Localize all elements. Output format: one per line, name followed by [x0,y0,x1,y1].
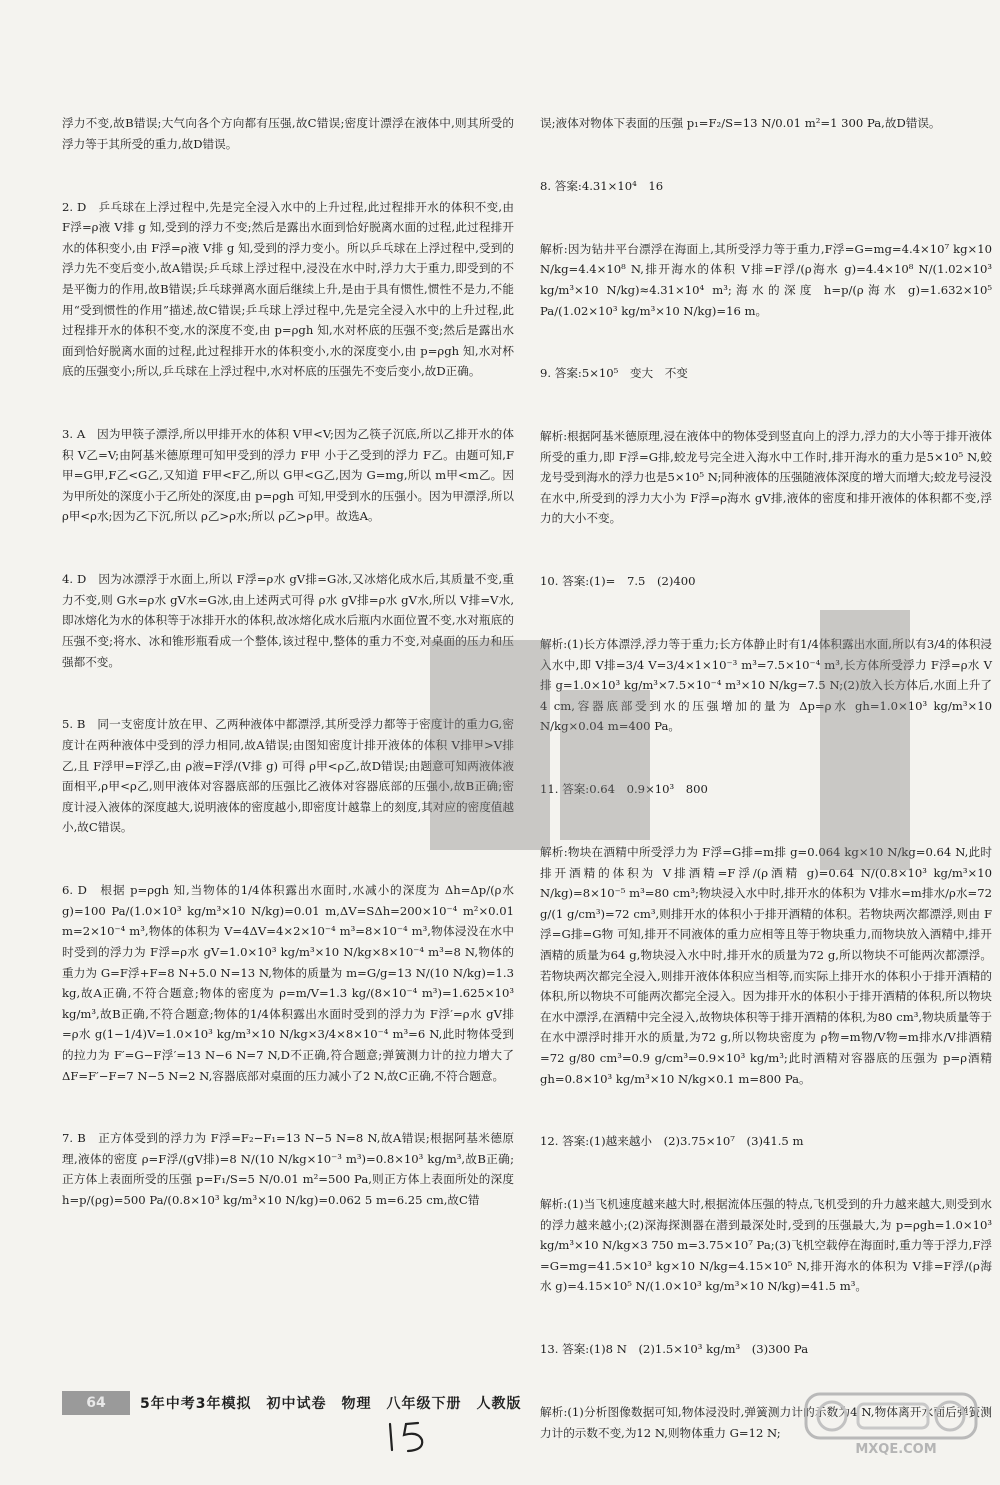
paragraph: 3. A 因为甲筷子漂浮,所以甲排开水的体积 V甲<V;因为乙筷子沉底,所以乙排开水的体积 V乙=V;由阿基米德原理可知甲受到的浮力 F甲 小于乙受到的浮力 F乙。由题可知,F甲=G甲,F乙<G乙,又知道 F甲<F乙,所以 G甲<G乙,因为 G=mg,所以 m甲<m乙。因为甲所处的深度小于乙所处的深度,由 p=ρgh 可知,甲受到水的压强小。因为甲漂浮,所以 ρ甲<ρ水;因为乙下沉,所以 ρ乙>ρ水;所以 ρ乙>ρ甲。故选A。 [62,427,518,524]
paragraph: 8. 答案:4.31×10⁴ 16 [540,178,664,193]
paragraph: 解析:(1)当飞机速度越来越大时,根据流体压强的特点,飞机受到的升力越来越大,则受到水的浮力越来越小;(2)深海探测器在潜到最深处时,受到的压强最大,为 p=ρgh=1.0×10³ kg/m³×10 N/kg×3 750 m=3.75×10⁷ Pa;(3)飞机空载停在海面时,重力等于浮力,F浮=G=mg=41.5×10³ kg×10 N/kg=4.15×10⁵ N,排开海水的体积为 V排=F浮/(ρ海水 g)=4.15×10⁵ N/(1.0×10³ kg/m³×10 N/kg)=41.5 m³。 [540,1197,996,1294]
paragraph: 误;液体对物体下表面的压强 p₁=F₂/S=13 N/0.01 m²=1 300 Pa,故D错误。 [540,116,941,131]
paragraph: 解析:(1)长方体漂浮,浮力等于重力;长方体静止时有1/4体积露出水面,所以有3/4的体积浸入水中,即 V排=3/4 V=3/4×1×10⁻³ m³=7.5×10⁻⁴ m³,长方体所受浮力 F浮=ρ水 V排 g=1.0×10³ kg/m³×7.5×10⁻⁴ m³×10 N/kg=7.5 N;(2)放入长方体后,水面上升了4 cm,容器底部受到水的压强增加的量为 Δp=ρ水 gh=1.0×10³ kg/m³×10 N/kg×0.04 m=400 Pa。 [540,637,996,734]
paragraph: 6. D 根据 p=ρgh 知,当物体的1/4体积露出水面时,水减小的深度为 Δh=Δp/(ρ水 g)=100 Pa/(1.0×10³ kg/m³×10 N/kg)=0.01 m,ΔV=SΔh=200×10⁻⁴ m²×0.01 m=2×10⁻⁴ m³,物体的体积为 V=4ΔV=4×2×10⁻⁴ m³=8×10⁻⁴ m³,物体浸没在水中时受到的浮力为 F浮=ρ水 gV=1.0×10³ kg/m³×10 N/kg×8×10⁻⁴ m³=8 N,物体的重力为 G=F浮+F=8 N+5.0 N=13 N,物体的质量为 m=G/g=13 N/(10 N/kg)=1.3 kg,故A正确,不符合题意;物体的密度为 ρ=m/V=1.3 kg/(8×10⁻⁴ m³)=1.625×10³ kg/m³,故B正确,不符合题意;物体的1/4体积露出水面时受到的浮力为 F浮′=ρ水 gV排=ρ水 g(1−1/4)V=1.0×10³ kg/m³×10 N/kg×3/4×8×10⁻⁴ m³=6 N,此时物体受到的拉力为 F′=G−F浮′=13 N−6 N=7 N,D不正确,符合题意;弹簧测力计的拉力增大了 ΔF=F′−F=7 N−5 N=2 N,容器底部对桌面的压力减小了2 N,故C正确,不符合题意。 [62,883,518,1083]
watermark-text: MXQE.COM [855,1442,937,1457]
paragraph: 10. 答案:(1)= 7.5 (2)400 [540,574,696,589]
left-column [62,72,518,1392]
paragraph: 2. D 乒乓球在上浮过程中,先是完全浸入水中的上升过程,此过程排开水的体积不变,由 F浮=ρ液 V排 g 知,受到的浮力不变;然后是露出水面到恰好脱离水面的过程,此过程排开水的体积变小,由 F浮=ρ液 V排 g 知,受到的浮力变小。所以乒乓球在上浮过程中,受到的浮力先不变后变小,故A错误;乒乓球上浮过程中,浸没在水中时,浮力大于重力,即受到的不是平衡力的作用,故B错误;乒乓球弹离水面后继续上升,是由于具有惯性,惯性不是力,不能用“受到惯性的作用”描述,故C错误;乒乓球上浮过程中,先是完全浸入水中的上升过程,此过程排开水的体积不变,水的深度不变,由 p=ρgh 知,水对杯底的压强不变;然后是露出水面到恰好脱离水面的过程,此过程排开水的体积变小,水的深度变小,由 p=ρgh 知,水对杯底的压强变小;所以,乒乓球在上浮过程中,水对杯底的压强先不变后变小,故D正确。 [62,199,518,379]
paragraph: 4. D 因为冰漂浮于水面上,所以 F浮=ρ水 gV排=G冰,又冰熔化成水后,其质量不变,重力不变,则 G水=ρ水 gV水=G冰,由上述两式可得 ρ水 gV排=ρ水 gV水,所以 V排=V水,即冰熔化为水的体积等于冰排开水的体积,故冰熔化成水后瓶内水面位置不变,水对瓶底的压强不变;将水、冰和锥形瓶看成一个整体,该过程中,整体的重力不变,对桌面的压力和压强都不变。 [62,572,514,669]
page-number: 64 [62,1391,130,1415]
paragraph: 解析:根据阿基米德原理,浸在液体中的物体受到竖直向上的浮力,浮力的大小等于排开液体所受的重力,即 F浮=G排,蛟龙号完全进入海水中工作时,排开海水的重力是5×10⁵ N,蛟龙号受到海水的浮力也是5×10⁵ N;同种液体的压强随液体深度的增大而增大;蛟龙号浸没在水中,所受到的浮力大小为 F浮=ρ海水 gV排,液体的密度和排开液体的体积都不变,浮力的大小不变。 [540,429,992,526]
series-title: 5年中考3年模拟 初中试卷 物理 八年级下册 人教版 [140,1396,522,1412]
handwritten-note [382,1418,442,1456]
paragraph: 7. B 正方体受到的浮力为 F浮=F₂−F₁=13 N−5 N=8 N,故A错误;根据阿基米德原理,液体的密度 ρ=F浮/(gV排)=8 N/(10 N/kg×10⁻³ m³)=0.8×10³ kg/m³,故B正确;正方体上表面所受的压强 p=F₁/S=5 N/0.01 m²=500 Pa,则正方体上表面所处的深度 h=p/(ρg)=500 Pa/(0.8×10³ kg/m³×10 N/kg)=0.062 5 m=6.25 cm,故C错 [62,1131,518,1208]
paragraph: 5. B 同一支密度计放在甲、乙两种液体中都漂浮,其所受浮力都等于密度计的重力G,密度计在两种液体中受到的浮力相同,故A错误;由图知密度计排开液体的体积 V排甲>V排乙,且 F浮甲=F浮乙,由 ρ液=F浮/(V排 g) 可得 ρ甲<ρ乙,故D错误;由题意可知两液体液面相平,ρ甲<ρ乙,则甲液体对容器底部的压强比乙液体对容器底部的压强小,故B正确;密度计浸入液体的深度越大,说明液体的密度越小,即密度计越靠上的刻度,其对应的密度值越小,故C错误。 [62,717,514,835]
paragraph: 浮力不变,故B错误;大气向各个方向都有压强,故C错误;密度计漂浮在液体中,则其所受的浮力等于其所受的重力,故D错误。 [62,116,514,151]
paragraph: 12. 答案:(1)越来越小 (2)3.75×10⁷ (3)41.5 m [540,1134,804,1149]
page-footer [62,1388,521,1418]
paragraph: 解析:物块在酒精中所受浮力为 F浮=G排=m排 g=0.064 kg×10 N/kg=0.64 N,此时排开酒精的体积为 V排酒精=F浮/(ρ酒精 g)=0.64 N/(0.8×10³ kg/m³×10 N/kg)=8×10⁻⁵ m³=80 cm³;物块浸入水中时,排开水的体积为 V排水=m排水/ρ水=72 g/(1 g/cm³)=72 cm³,则排开水的体积小于排开酒精的体积。若物块两次都漂浮,则由 F浮=G排=G物 可知,排开不同液体的重力应相等且等于物块重力,而物块放入酒精中,排开酒精的质量为64 g,物块浸入水中时,排开水的质量为72 g,所以物块不可能两次都漂浮。若物块两次都完全浸入,则排开液体体积应当相等,而实际上排开水的体积小于排开酒精的体积,所以物块不可能两次都完全浸入。因为排开水的体积小于排开酒精的体积,所以物块在水中漂浮,在酒精中完全浸入,故物块体积等于排开酒精的体积,为80 cm³,物块质量等于在水中漂浮时排开水的质量,为72 g,所以物块密度为 ρ物=m物/V物=m排水/V排酒精=72 g/80 cm³=0.9 g/cm³=0.9×10³ kg/m³;此时酒精对容器底的压强为 p=ρ酒精 gh=0.8×10³ kg/m³×10 N/kg×0.1 m=800 Pa。 [540,844,996,1086]
paragraph: 9. 答案:5×10⁵ 变大 不变 [540,366,688,381]
paragraph: 11. 答案:0.64 0.9×10³ 800 [540,782,708,797]
paragraph: 解析:因为钻井平台漂浮在海面上,其所受浮力等于重力,F浮=G=mg=4.4×10⁷ kg×10 N/kg=4.4×10⁸ N,排开海水的体积 V排=F浮/(ρ海水 g)=4.4×10⁸ N/(1.02×10³ kg/m³×10 N/kg)≈4.31×10⁴ m³;海水的深度 h=p/(ρ海水 g)=1.632×10⁵ Pa/(1.02×10³ kg/m³×10 N/kg)=16 m。 [540,241,996,318]
paragraph: 13. 答案:(1)8 N (2)1.5×10³ kg/m³ (3)300 Pa [540,1342,809,1357]
paragraph: 解析:(1)分析图像数据可知,物体浸没时,弹簧测力计的示数为4 N,物体离开水面后弹簧测力计的示数不变,为12 N,则物体重力 G=12 N; [540,1405,992,1440]
right-column [540,72,996,1440]
watermark-logo [800,1390,990,1458]
